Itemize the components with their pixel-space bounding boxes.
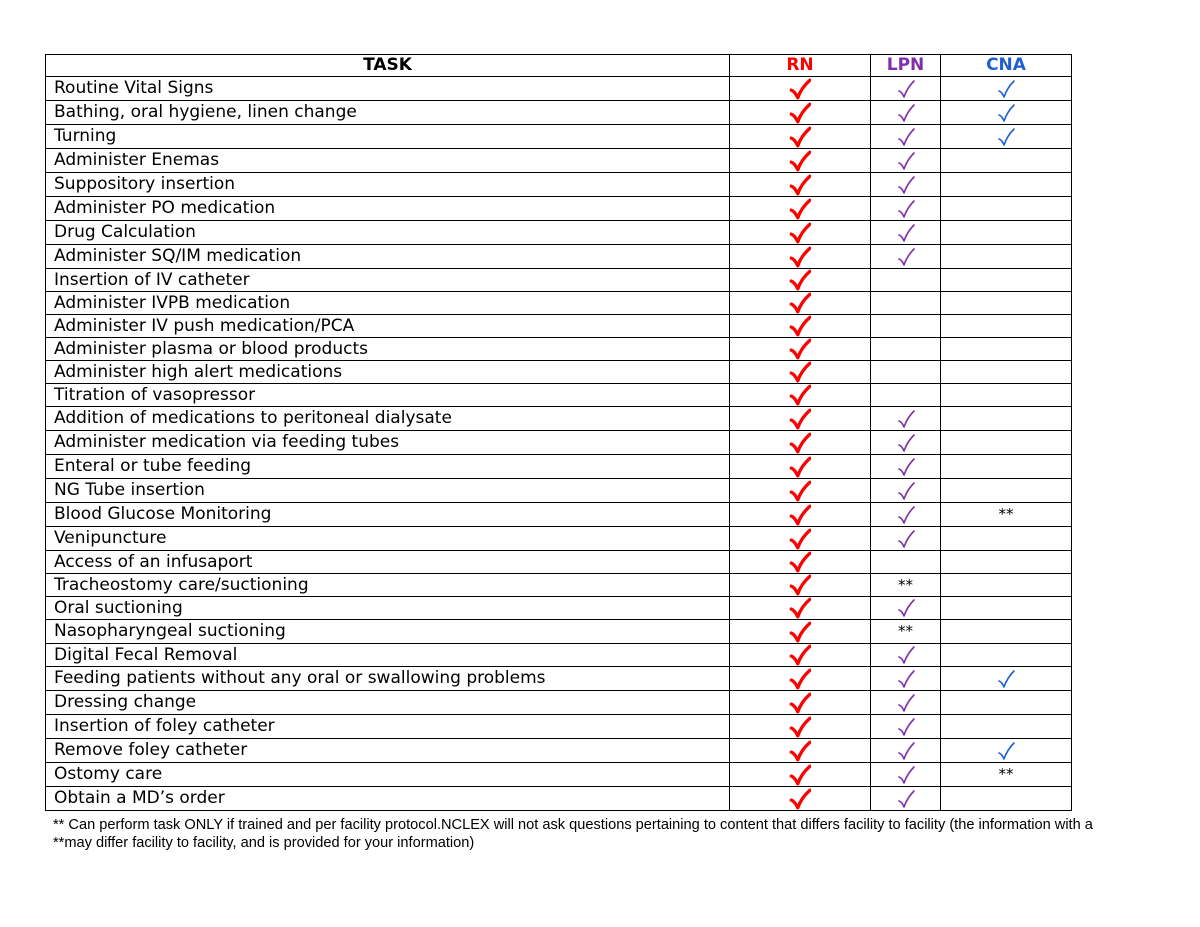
table-row	[46, 77, 1072, 101]
cna-cell	[941, 479, 1072, 503]
check-icon	[789, 644, 811, 666]
task-cell: Administer IV push medication/PCA	[46, 315, 730, 338]
check-icon	[896, 668, 916, 690]
check-icon	[896, 504, 916, 526]
rn-cell	[730, 527, 871, 551]
check-icon	[789, 408, 811, 430]
task-cell: Administer PO medication	[46, 197, 730, 221]
rn-cell	[730, 455, 871, 479]
asterisk-note: **	[998, 505, 1014, 523]
task-cell: Suppository insertion	[46, 173, 730, 197]
rn-cell	[730, 101, 871, 125]
asterisk-note: **	[898, 575, 913, 594]
rn-cell	[730, 149, 871, 173]
table-row	[46, 361, 1072, 384]
table-row	[46, 431, 1072, 455]
task-cell: NG Tube insertion	[46, 479, 730, 503]
cna-cell	[941, 221, 1072, 245]
rn-cell	[730, 292, 871, 315]
check-icon	[996, 668, 1016, 690]
task-cell: Obtain a MD’s order	[46, 787, 730, 811]
cna-cell	[941, 292, 1072, 315]
check-icon	[789, 504, 811, 526]
task-cell: Administer high alert medications	[46, 361, 730, 384]
lpn-cell	[871, 715, 941, 739]
cna-cell	[941, 245, 1072, 269]
rn-cell	[730, 597, 871, 620]
lpn-cell	[871, 479, 941, 503]
header-rn: RN	[730, 55, 871, 77]
check-icon	[789, 480, 811, 502]
header-row	[46, 55, 1072, 77]
cna-cell	[941, 787, 1072, 811]
scope-of-practice-table	[45, 54, 1072, 811]
task-cell: Administer IVPB medication	[46, 292, 730, 315]
asterisk-note: **	[898, 622, 913, 640]
rn-cell	[730, 269, 871, 292]
header-cna: CNA	[941, 55, 1072, 77]
task-cell: Turning	[46, 125, 730, 149]
rn-cell	[730, 763, 871, 787]
task-cell: Drug Calculation	[46, 221, 730, 245]
check-icon	[789, 597, 811, 619]
task-cell: Oral suctioning	[46, 597, 730, 620]
check-icon	[896, 716, 916, 738]
table-row	[46, 173, 1072, 197]
lpn-cell	[871, 338, 941, 361]
check-icon	[896, 597, 916, 619]
table-row	[46, 125, 1072, 149]
check-icon	[789, 621, 811, 643]
lpn-cell	[871, 739, 941, 763]
check-icon	[789, 198, 811, 220]
rn-cell	[730, 197, 871, 221]
table-row	[46, 644, 1072, 667]
check-icon	[789, 788, 811, 810]
cna-cell	[941, 644, 1072, 667]
task-cell: Nasopharyngeal suctioning	[46, 620, 730, 644]
cna-cell	[941, 384, 1072, 407]
check-icon	[896, 764, 916, 786]
table-row	[46, 667, 1072, 691]
lpn-cell	[871, 667, 941, 691]
table-row	[46, 338, 1072, 361]
check-icon	[789, 78, 811, 100]
rn-cell	[730, 691, 871, 715]
table-row	[46, 787, 1072, 811]
lpn-cell	[871, 101, 941, 125]
rn-cell	[730, 245, 871, 269]
table-row	[46, 620, 1072, 644]
table-row	[46, 574, 1072, 597]
table-row	[46, 715, 1072, 739]
rn-cell	[730, 384, 871, 407]
check-icon	[896, 432, 916, 454]
check-icon	[896, 150, 916, 172]
lpn-cell	[871, 173, 941, 197]
check-icon	[789, 384, 811, 406]
table-row	[46, 407, 1072, 431]
table-row	[46, 384, 1072, 407]
table-row	[46, 221, 1072, 245]
table-row	[46, 597, 1072, 620]
lpn-cell	[871, 527, 941, 551]
check-icon	[789, 740, 811, 762]
cna-cell	[941, 597, 1072, 620]
table-row	[46, 101, 1072, 125]
task-cell: Administer SQ/IM medication	[46, 245, 730, 269]
check-icon	[789, 269, 811, 291]
lpn-cell	[871, 315, 941, 338]
lpn-cell	[871, 763, 941, 787]
table-row	[46, 551, 1072, 574]
lpn-cell	[871, 245, 941, 269]
check-icon	[896, 102, 916, 124]
check-icon	[996, 78, 1016, 100]
rn-cell	[730, 739, 871, 763]
task-cell: Routine Vital Signs	[46, 77, 730, 101]
rn-cell	[730, 644, 871, 667]
rn-cell	[730, 787, 871, 811]
cna-cell	[941, 551, 1072, 574]
check-icon	[789, 174, 811, 196]
task-cell: Enteral or tube feeding	[46, 455, 730, 479]
rn-cell	[730, 574, 871, 597]
lpn-cell	[871, 551, 941, 574]
table-row	[46, 315, 1072, 338]
table-row	[46, 149, 1072, 173]
task-cell: Feeding patients without any oral or swallowing problems	[46, 667, 730, 691]
rn-cell	[730, 667, 871, 691]
cna-cell	[941, 715, 1072, 739]
lpn-cell	[871, 292, 941, 315]
table-row	[46, 269, 1072, 292]
lpn-cell	[871, 407, 941, 431]
check-icon	[996, 102, 1016, 124]
rn-cell	[730, 361, 871, 384]
check-icon	[996, 740, 1016, 762]
table-row	[46, 245, 1072, 269]
check-icon	[789, 716, 811, 738]
check-icon	[789, 456, 811, 478]
lpn-cell	[871, 431, 941, 455]
task-cell: Administer medication via feeding tubes	[46, 431, 730, 455]
rn-cell	[730, 125, 871, 149]
lpn-cell	[871, 574, 941, 597]
cna-cell	[941, 455, 1072, 479]
check-icon	[896, 644, 916, 666]
cna-cell	[941, 739, 1072, 763]
check-icon	[789, 102, 811, 124]
asterisk-note: **	[998, 765, 1014, 783]
lpn-cell	[871, 361, 941, 384]
table-row	[46, 479, 1072, 503]
lpn-cell	[871, 787, 941, 811]
check-icon	[896, 788, 916, 810]
rn-cell	[730, 407, 871, 431]
check-icon	[789, 432, 811, 454]
check-icon	[789, 246, 811, 268]
lpn-cell	[871, 503, 941, 527]
table-row	[46, 503, 1072, 527]
rn-cell	[730, 715, 871, 739]
check-icon	[789, 764, 811, 786]
table-row	[46, 739, 1072, 763]
table-row	[46, 527, 1072, 551]
check-icon	[896, 480, 916, 502]
task-cell: Digital Fecal Removal	[46, 644, 730, 667]
cna-cell	[941, 503, 1072, 527]
table-row	[46, 691, 1072, 715]
task-cell: Venipuncture	[46, 527, 730, 551]
cna-cell	[941, 77, 1072, 101]
check-icon	[896, 174, 916, 196]
check-icon	[789, 338, 811, 360]
task-cell: Access of an infusaport	[46, 551, 730, 574]
lpn-cell	[871, 597, 941, 620]
footnote: ** Can perform task ONLY if trained and per facility protocol.NCLEX will not ask questions pertaining to content that differs facility to facility (the information with a **may differ facility to facility, and is provided for your information)	[53, 817, 1093, 851]
cna-cell	[941, 125, 1072, 149]
check-icon	[896, 456, 916, 478]
check-icon	[896, 408, 916, 430]
cna-cell	[941, 149, 1072, 173]
check-icon	[896, 740, 916, 762]
check-icon	[789, 315, 811, 337]
lpn-cell	[871, 149, 941, 173]
cna-cell	[941, 173, 1072, 197]
lpn-cell	[871, 77, 941, 101]
rn-cell	[730, 479, 871, 503]
cna-cell	[941, 620, 1072, 644]
cna-cell	[941, 269, 1072, 292]
check-icon	[896, 246, 916, 268]
check-icon	[896, 126, 916, 148]
cna-cell	[941, 101, 1072, 125]
cna-cell	[941, 667, 1072, 691]
cna-cell	[941, 763, 1072, 787]
lpn-cell	[871, 125, 941, 149]
header-lpn: LPN	[871, 55, 941, 77]
lpn-cell	[871, 691, 941, 715]
check-icon	[896, 222, 916, 244]
check-icon	[789, 528, 811, 550]
task-cell: Insertion of IV catheter	[46, 269, 730, 292]
rn-cell	[730, 431, 871, 455]
task-cell: Addition of medications to peritoneal dialysate	[46, 407, 730, 431]
task-cell: Administer plasma or blood products	[46, 338, 730, 361]
lpn-cell	[871, 620, 941, 644]
lpn-cell	[871, 455, 941, 479]
cna-cell	[941, 315, 1072, 338]
check-icon	[789, 692, 811, 714]
rn-cell	[730, 551, 871, 574]
check-icon	[896, 78, 916, 100]
table-row	[46, 197, 1072, 221]
cna-cell	[941, 431, 1072, 455]
header-task: TASK	[46, 55, 730, 77]
check-icon	[996, 126, 1016, 148]
cna-cell	[941, 407, 1072, 431]
rn-cell	[730, 77, 871, 101]
check-icon	[789, 292, 811, 314]
task-cell: Ostomy care	[46, 763, 730, 787]
check-icon	[789, 361, 811, 383]
check-icon	[896, 692, 916, 714]
cna-cell	[941, 338, 1072, 361]
lpn-cell	[871, 384, 941, 407]
lpn-cell	[871, 221, 941, 245]
task-cell: Blood Glucose Monitoring	[46, 503, 730, 527]
rn-cell	[730, 503, 871, 527]
cna-cell	[941, 361, 1072, 384]
check-icon	[896, 198, 916, 220]
task-cell: Bathing, oral hygiene, linen change	[46, 101, 730, 125]
check-icon	[789, 126, 811, 148]
task-cell: Dressing change	[46, 691, 730, 715]
check-icon	[789, 150, 811, 172]
cna-cell	[941, 197, 1072, 221]
cna-cell	[941, 527, 1072, 551]
lpn-cell	[871, 644, 941, 667]
rn-cell	[730, 338, 871, 361]
table-row	[46, 763, 1072, 787]
rn-cell	[730, 315, 871, 338]
check-icon	[896, 528, 916, 550]
lpn-cell	[871, 269, 941, 292]
check-icon	[789, 668, 811, 690]
check-icon	[789, 222, 811, 244]
check-icon	[789, 551, 811, 573]
table-row	[46, 455, 1072, 479]
cna-cell	[941, 691, 1072, 715]
rn-cell	[730, 173, 871, 197]
task-cell: Remove foley catheter	[46, 739, 730, 763]
task-cell: Administer Enemas	[46, 149, 730, 173]
cna-cell	[941, 574, 1072, 597]
task-cell: Titration of vasopressor	[46, 384, 730, 407]
task-cell: Insertion of foley catheter	[46, 715, 730, 739]
check-icon	[789, 574, 811, 596]
rn-cell	[730, 221, 871, 245]
task-cell: Tracheostomy care/suctioning	[46, 574, 730, 597]
table-row	[46, 292, 1072, 315]
lpn-cell	[871, 197, 941, 221]
rn-cell	[730, 620, 871, 644]
